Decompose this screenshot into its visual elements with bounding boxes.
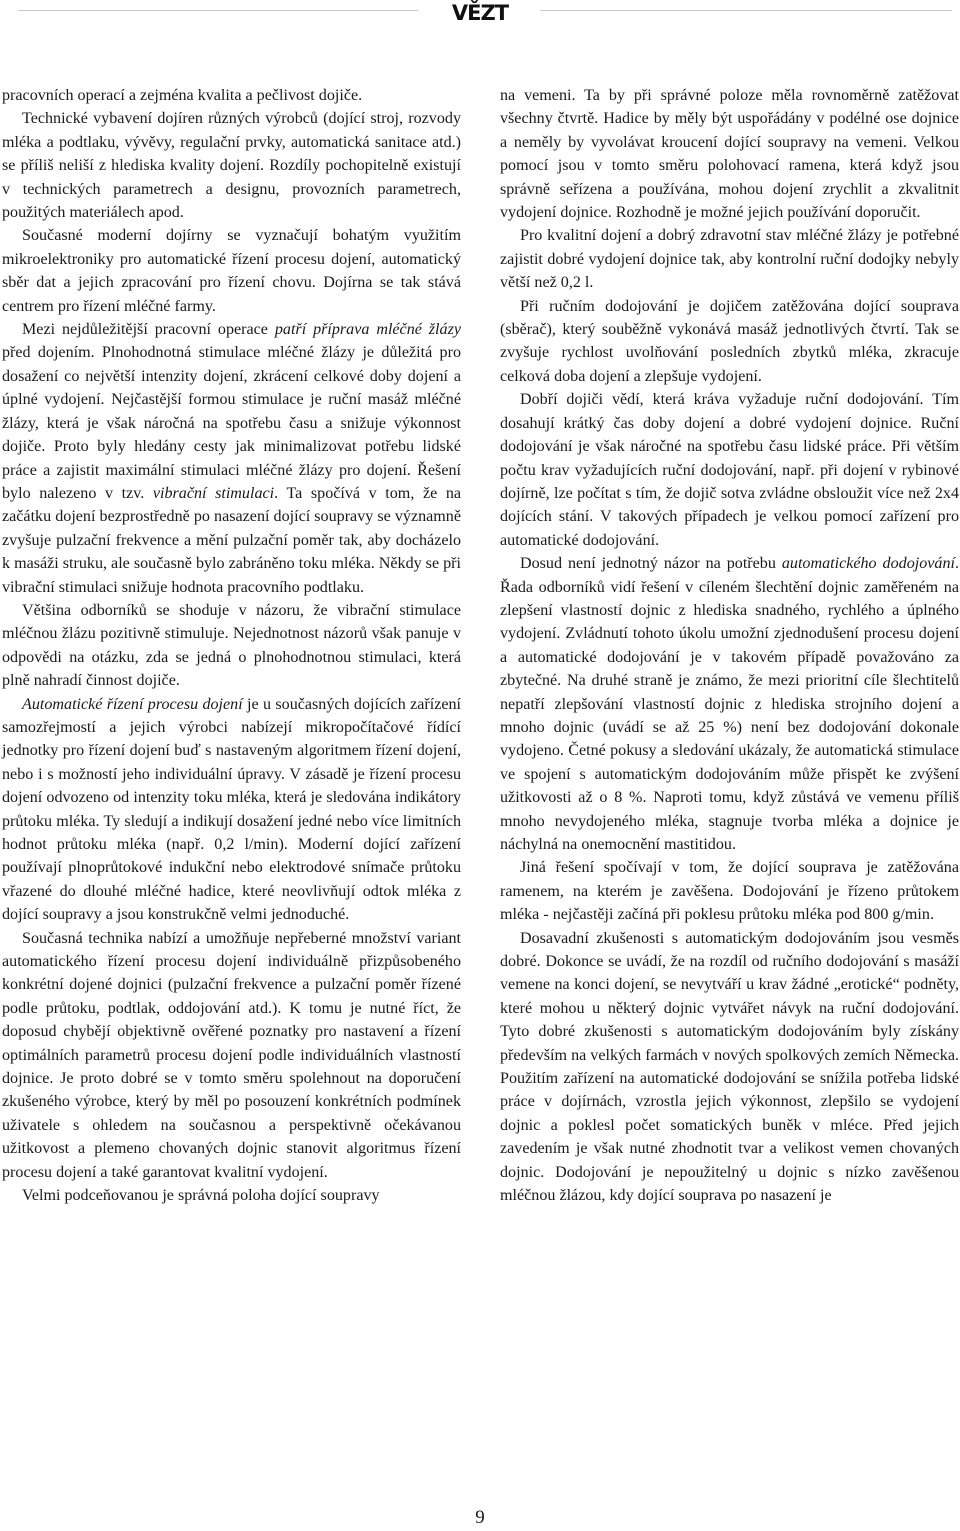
- emphasis: patří příprava mléčné žlázy: [274, 321, 461, 339]
- paragraph: Současné moderní dojírny se vyznačují bohatým využitím mikroelektroniky pro automatické řízení procesu dojení, automatický sběr dat a jejich zpracování pro řízení chovu. Dojírna se tak stává centrem pro řízení mléčné farmy.: [2, 227, 461, 315]
- paragraph: Dosavadní zkušenosti s automatickým dodojováním jsou vesměs dobré. Dokonce se uvádí, že na rozdíl od ručního dodojování s masáží vemene na konci dojení, se nevytváří u krav žádné „erotické“ podněty, které mohou u některý dojnic vytvářet návyk na ruční dodojování. Tyto dobré zkušenosti s automatickým dodojováním byly získány především na velkých farmách v nových spolkových zemích Německa. Použitím zařízení na automatické dodojování se snížila potřeba lidské práce v dojírnách, vzrostla jejich výkonnost, zlepšilo se vydojení dojnic a poklesl počet somatických buněk v mléce. Před jejich zavedením je však nutné zhodnotit tvar a velikost vemen chovaných dojnic. Dodojování je nepoužitelný u dojnic s nízko zavěšenou mléčnou žlázou, kdy dojící souprava po nasazení je: [500, 929, 959, 1205]
- paragraph: Dobří dojiči vědí, která kráva vyžaduje ruční dodojování. Tím dosahují krátký čas doby dojení a dobré vydojení dojnice. Ruční dodojování je však náročné na spotřebu času lidské práce. Při větším počtu krav vyžadujících ruční dodojování, např. při dojení v rybinové dojírně, lze počítat s tím, že dojič sotva zvládne obsloužit více než 2x4 dojících stání. V takových případech je velkou pomocí zařízení pro automatické dodojování.: [500, 391, 959, 549]
- text-run: Dosud není jednotný názor na potřebu: [520, 555, 782, 573]
- paragraph: [2, 318, 461, 599]
- emphasis: vibrační stimulaci: [152, 484, 275, 502]
- paragraph: [2, 693, 461, 927]
- paragraph: [500, 552, 959, 856]
- header-rule-left: [18, 10, 418, 11]
- emphasis: Automatické řízení procesu dojení: [22, 695, 243, 713]
- left-column: [2, 84, 461, 1208]
- paragraph: Pro kvalitní dojení a dobrý zdravotní stav mléčné žlázy je potřebné zajistit dobré vydojení dojnice tak, aby kontrolní ruční dodojky nebyly větší než 0,2 l.: [500, 227, 959, 292]
- publication-logo: VĚZT: [451, 1, 509, 25]
- paragraph: Většina odborníků se shoduje v názoru, že vibrační stimulace mléčnou žlázu pozitivně stimuluje. Nejednotnost názorů však panuje v odpovědi na otázku, zda se jedná o plnohodnotnou stimulaci, která plně nahradí činnost dojiče.: [2, 601, 461, 690]
- right-column: [500, 84, 959, 1208]
- paragraph: na vemeni. Ta by při správné poloze měla rovnoměrně zatěžovat všechny čtvrtě. Hadice by měly být uspořádány v podélné ose dojnice a neměly by vyvolávat kroucení dojící soupravy na vemeni. Velkou pomocí jsou v tomto směru polohovací ramena, která když jsou správně seřízena a používána, mohou dojení zrychlit a zkvalitnit vydojení dojnice. Rozhodně je možné jejich používání doporučit.: [500, 87, 959, 222]
- emphasis: automatického dodojování: [781, 555, 955, 573]
- paragraph: Velmi podceňovanou je správná poloha dojící soupravy: [22, 1187, 380, 1205]
- text-run: je u současných dojících zařízení samozřejmostí a jejich výrobci nabízejí mikropočítačové řídící jednotky pro řízení dojení buď s nastaveným algoritmem řízení dojení, nebo i s možností jeho individuální úpravy. V zásadě je řízení procesu dojení odvozeno od intenzity toku mléka, která je sledována indikátory průtoku mléka. Ty sledují a indikují dosažení jedné nebo více limitních hodnot průtoku mléka (např. 0,2 l/min). Moderní dojící zařízení používají plnoprůtokové indukční nebo elektrodové snímače průtoku vřazené do dlouhé mléčné hadice, které neovlivňují odtok mléka z dojící soupravy a jsou konstrukčně velmi jednoduché.: [2, 695, 462, 924]
- text-run: . Řada odborníků vidí řešení v cíleném šlechtění dojnic zaměřeném na zlepšení vlastností dojnic z hlediska snadného, rychlého a úplného vydojení. Zvládnutí tohoto úkolu umožní zjednodušení procesu dojení a automatické dodojování je v takovém případě považováno za zbytečné. Na druhé straně je známo, že mezi prioritní cíle šlechtitelů nepatří zlepšování vlastností dojnic z hlediska strojního dojení a mnoho dojnic (uvádí se až 25 %) není bez dodojování dokonale vydojeno. Četné pokusy a sledování ukázaly, že automatická stimulace ve spojení s automatickým dodojováním může přispět ke zvýšení užitkovosti až o 8 %. Naproti tomu, když zůstává ve vemenu příliš mnoho nevydojeného mléka, stagnuje tvorba mléka a dojnice je náchylná na onemocnění mastitidou.: [500, 555, 960, 853]
- paragraph: Jiná řešení spočívají v tom, že dojící souprava je zatěžována ramenem, na kterém je zavěšena. Dodojování je řízeno průtokem mléka - nejčastěji začíná při poklesu průtoku mléka pod 800 g/min.: [500, 859, 959, 924]
- paragraph: Při ručním dodojování je dojičem zatěžována dojící souprava (sběrač), který souběžně vykonává masáž jednotlivých čtvrtí. Tak se zvyšuje rychlost uvolňování posledních zbytků mléka, zkracuje celková doba dojení a zlepšuje vydojení.: [500, 297, 959, 385]
- paragraph: Současná technika nabízí a umožňuje nepřeberné množství variant automatického řízení procesu dojení individuálně přizpůsobeného konkrétní dojené dojnici (pulzační frekvence a pulzační poměr řízené podle průtoku, podtlak, oddojování atd.). K tomu je nutné říct, že doposud chybějí objektivně ověřené poznatky pro nastavení a řízení optimálních parametrů procesu dojení podle individuálních vlastností dojnice. Je proto dobré se v tomto směru spolehnout na doporučení zkušeného výrobce, který by měl po posouzení konkrétních podmínek uživatele s ohledem na současnou a perspektivně očekávanou užitkovost a plemeno chovaných dojnic stanovit algoritmus řízení procesu dojení a také garantovat kvalitní vydojení.: [2, 929, 461, 1181]
- paragraph: Technické vybavení dojíren různých výrobců (dojící stroj, rozvody mléka a podtlaku, vývěvy, regulační prvky, automatická sanitace atd.) se příliš neliší z hlediska kvality dojení. Rozdíly pochopitelně existují v technických parametrech a designu, provozních parametrech, použitých materiálech apod.: [2, 110, 461, 222]
- text-run: . Ta spočívá v tom, že na začátku dojení bezprostředně po nasazení dojící soupravy se významně zvyšuje pulzační frekvence a mění pulzační poměr tak, aby docházelo k masáži struku, ale současně bylo zabráněno toku mléka. Někdy se při vibrační stimulaci snižuje hodnota pracovního podtlaku.: [2, 484, 462, 596]
- text-run: Mezi nejdůležitější pracovní operace: [22, 321, 275, 339]
- page-number: 9: [475, 1507, 485, 1528]
- text-run: před dojením. Plnohodnotná stimulace mléčné žlázy je důležitá pro dosažení co největší intenzity dojení, zkrácení celkové doby dojení a úplné vydojení. Nejčastější formou stimulace je ruční masáž mléčné žlázy, která je však náročná na spotřebu času a snižuje výkonnost dojiče. Proto byly hledány cesty jak minimalizovat potřebu lidské práce a zajistit maximální stimulaci mléčné žlázy pro dojení. Řešení bylo nalezeno v tzv.: [2, 344, 461, 502]
- paragraph: pracovních operací a zejména kvalita a pečlivost dojiče.: [2, 87, 363, 104]
- header-rule-right: [540, 10, 952, 11]
